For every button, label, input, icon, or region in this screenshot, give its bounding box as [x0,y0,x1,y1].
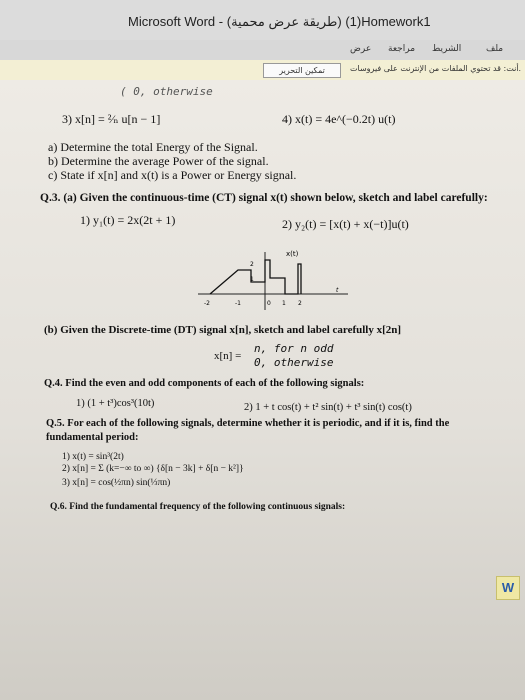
task-b: b) Determine the average Power of the signal. [48,154,269,168]
word-app-icon[interactable]: W [496,576,520,600]
q6-heading: Q.6. Find the fundamental frequency of the following continuous signals: [50,502,346,512]
item-3: 3) x[n] = ²⁄ₙ u[n − 1] [62,112,161,126]
q5-item-1: 1) x(t) = sin³(2t) [62,452,124,462]
q3b-def-case-2: 0, otherwise [254,356,334,369]
tab-file[interactable]: ملف [486,44,504,54]
plot-tick-x-0: 0 [267,300,271,307]
task-c: c) State if x[n] and x(t) is a Power or Energy signal. [48,168,297,182]
tab-review[interactable]: مراجعة [388,44,416,54]
plot-tick-x-neg2: -2 [204,300,210,307]
q3b-heading: (b) Given the Discrete-time (DT) signal x[n], sketch and label carefully x[2n] [44,324,402,336]
plot-y-label: x(t) [286,250,299,258]
q4-item-1: 1) (1 + t³)cos³(10t) [76,398,155,409]
plot-tick-y-2: 2 [250,261,254,268]
signal-plot [198,250,358,312]
q5-item-2: 2) x[n] = Σ (k=−∞ to ∞) {δ[n − 3k] + δ[n − k²]} [62,464,244,474]
plot-tick-y-1: 1 [250,276,254,283]
title-bar [0,0,525,40]
plot-tick-x-1: 1 [282,300,286,307]
tab-view[interactable]: عرض [350,44,372,54]
q4-heading: Q.4. Find the even and odd components of each of the following signals: [44,378,365,389]
q4-item-2: 2) 1 + t cos(t) + t² sin(t) + t³ sin(t) cos(t) [244,402,412,413]
q3-item-1: 1) y₁(t) = 2x(2t + 1) [80,213,176,227]
ribbon-tab-bar [0,40,525,62]
signal-waveform [210,260,301,294]
q3-heading: Q.3. (a) Given the continuous-time (CT) signal x(t) shown below, sketch and label carefully: [40,192,488,204]
plot-tick-x-2: 2 [298,300,302,307]
item-4: 4) x(t) = 4e^(−0.2t) u(t) [282,112,396,126]
q5-item-3: 3) x[n] = cos(½πn) sin(⅓πn) [62,478,171,488]
plot-tick-x-t: t [336,287,339,294]
q5-heading-1: Q.5. For each of the following signals, determine whether it is periodic, and if it is, find the [46,418,450,429]
q3b-def-lhs: x[n] = [214,350,242,362]
partial-top-line: ( 0, otherwise [120,85,213,98]
document-page [0,80,525,700]
window-title: Microsoft Word - (طريقة عرض محمية) (1)Homework1 [128,14,431,29]
enable-editing-button[interactable]: تمكين التحرير [263,63,341,78]
q3-item-2: 2) y₂(t) = [x(t) + x(−t)]u(t) [282,217,409,231]
tab-home[interactable]: الشريط [432,44,462,54]
protected-view-message: أنت: قد تحتوي الملفات من الإنترنت على فيروسات. [350,64,522,73]
task-a: a) Determine the total Energy of the Signal. [48,140,258,154]
protected-view-bar [0,60,525,81]
q3b-def-case-1: n, for n odd [254,342,334,355]
q5-heading-2: fundamental period: [46,432,139,443]
plot-tick-x-neg1: -1 [235,300,241,307]
